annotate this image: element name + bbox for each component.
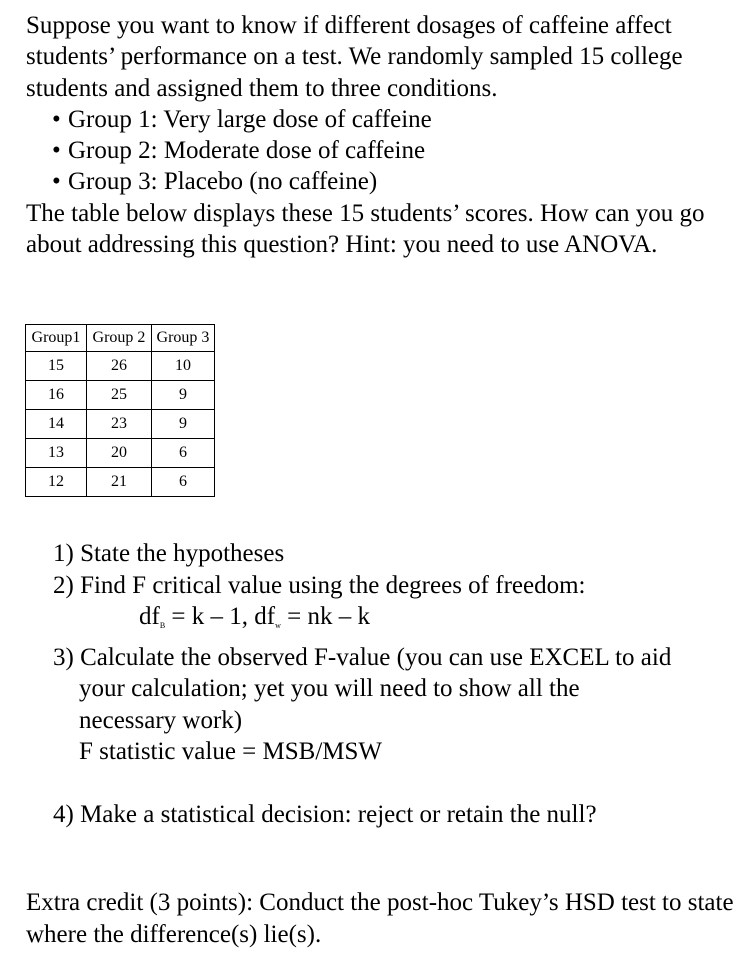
group-item: • Group 2: Moderate dose of caffeine [52, 135, 736, 166]
df-middle: = k – 1, df [165, 603, 276, 630]
df-formula [53, 601, 743, 642]
table-cell: 10 [152, 352, 215, 381]
group-item: • Group 1: Very large dose of caffeine [52, 104, 736, 135]
intro-paragraph: Suppose you want to know if different dosages of caffeine affect students’ performance on a test. We randomly sampled 15 college students and assigned them to three conditions. [26, 12, 683, 102]
table-row [26, 439, 215, 468]
table-cell: 9 [152, 381, 215, 410]
group-list [26, 104, 736, 198]
spacer [53, 768, 743, 799]
table-cell: 23 [87, 410, 152, 439]
f-statistic-formula: F statistic value = MSB/MSW [79, 738, 383, 765]
table-cell: 13 [26, 439, 87, 468]
steps-list [53, 538, 743, 830]
table-cell: 26 [87, 352, 152, 381]
scores-table [25, 324, 215, 497]
problem-intro [26, 10, 736, 260]
df-suffix: = nk – k [280, 603, 370, 630]
table-cell: 12 [26, 468, 87, 497]
extra-credit-text: Extra credit (3 points): Conduct the post-hoc Tukey’s HSD test to state where the difference(s) lie(s). [26, 889, 734, 948]
group-item: • Group 3: Placebo (no caffeine) [52, 166, 736, 197]
step-1: 1) State the hypotheses [53, 540, 285, 567]
step-2: 2) Find F critical value using the degrees of freedom: [53, 571, 586, 599]
table-description: The table below displays these 15 students’ scores. How can you go about addressing this question? Hint: you need to use ANOVA. [26, 199, 705, 259]
table-row [26, 468, 215, 497]
df-w-subscript: w [275, 621, 281, 630]
table-cell: 25 [87, 381, 152, 410]
table-row [26, 381, 215, 410]
extra-credit [26, 887, 736, 950]
step-3: 3) Calculate the observed F-value (you can use EXCEL to aid [53, 643, 672, 671]
table-cell: 21 [87, 468, 152, 497]
table-cell: 6 [152, 439, 215, 468]
table-cell: 16 [26, 381, 87, 410]
step-4: 4) Make a statistical decision: reject or retain the null? [53, 800, 597, 828]
table-cell: 14 [26, 410, 87, 439]
df-prefix: df [139, 603, 160, 630]
table-cell: 9 [152, 410, 215, 439]
column-header: Group 2 [87, 325, 152, 352]
column-header: Group1 [26, 325, 87, 352]
table-row [26, 410, 215, 439]
table-header-row [26, 325, 215, 352]
step-3-continued: necessary work) [79, 706, 243, 734]
table-cell: 15 [26, 352, 87, 381]
df-b-subscript: B [159, 621, 166, 630]
step-3-continued: your calculation; yet you will need to show all the [79, 675, 580, 702]
table-cell: 6 [152, 468, 215, 497]
column-header: Group 3 [152, 325, 215, 352]
table-cell: 20 [87, 439, 152, 468]
table-row [26, 352, 215, 381]
